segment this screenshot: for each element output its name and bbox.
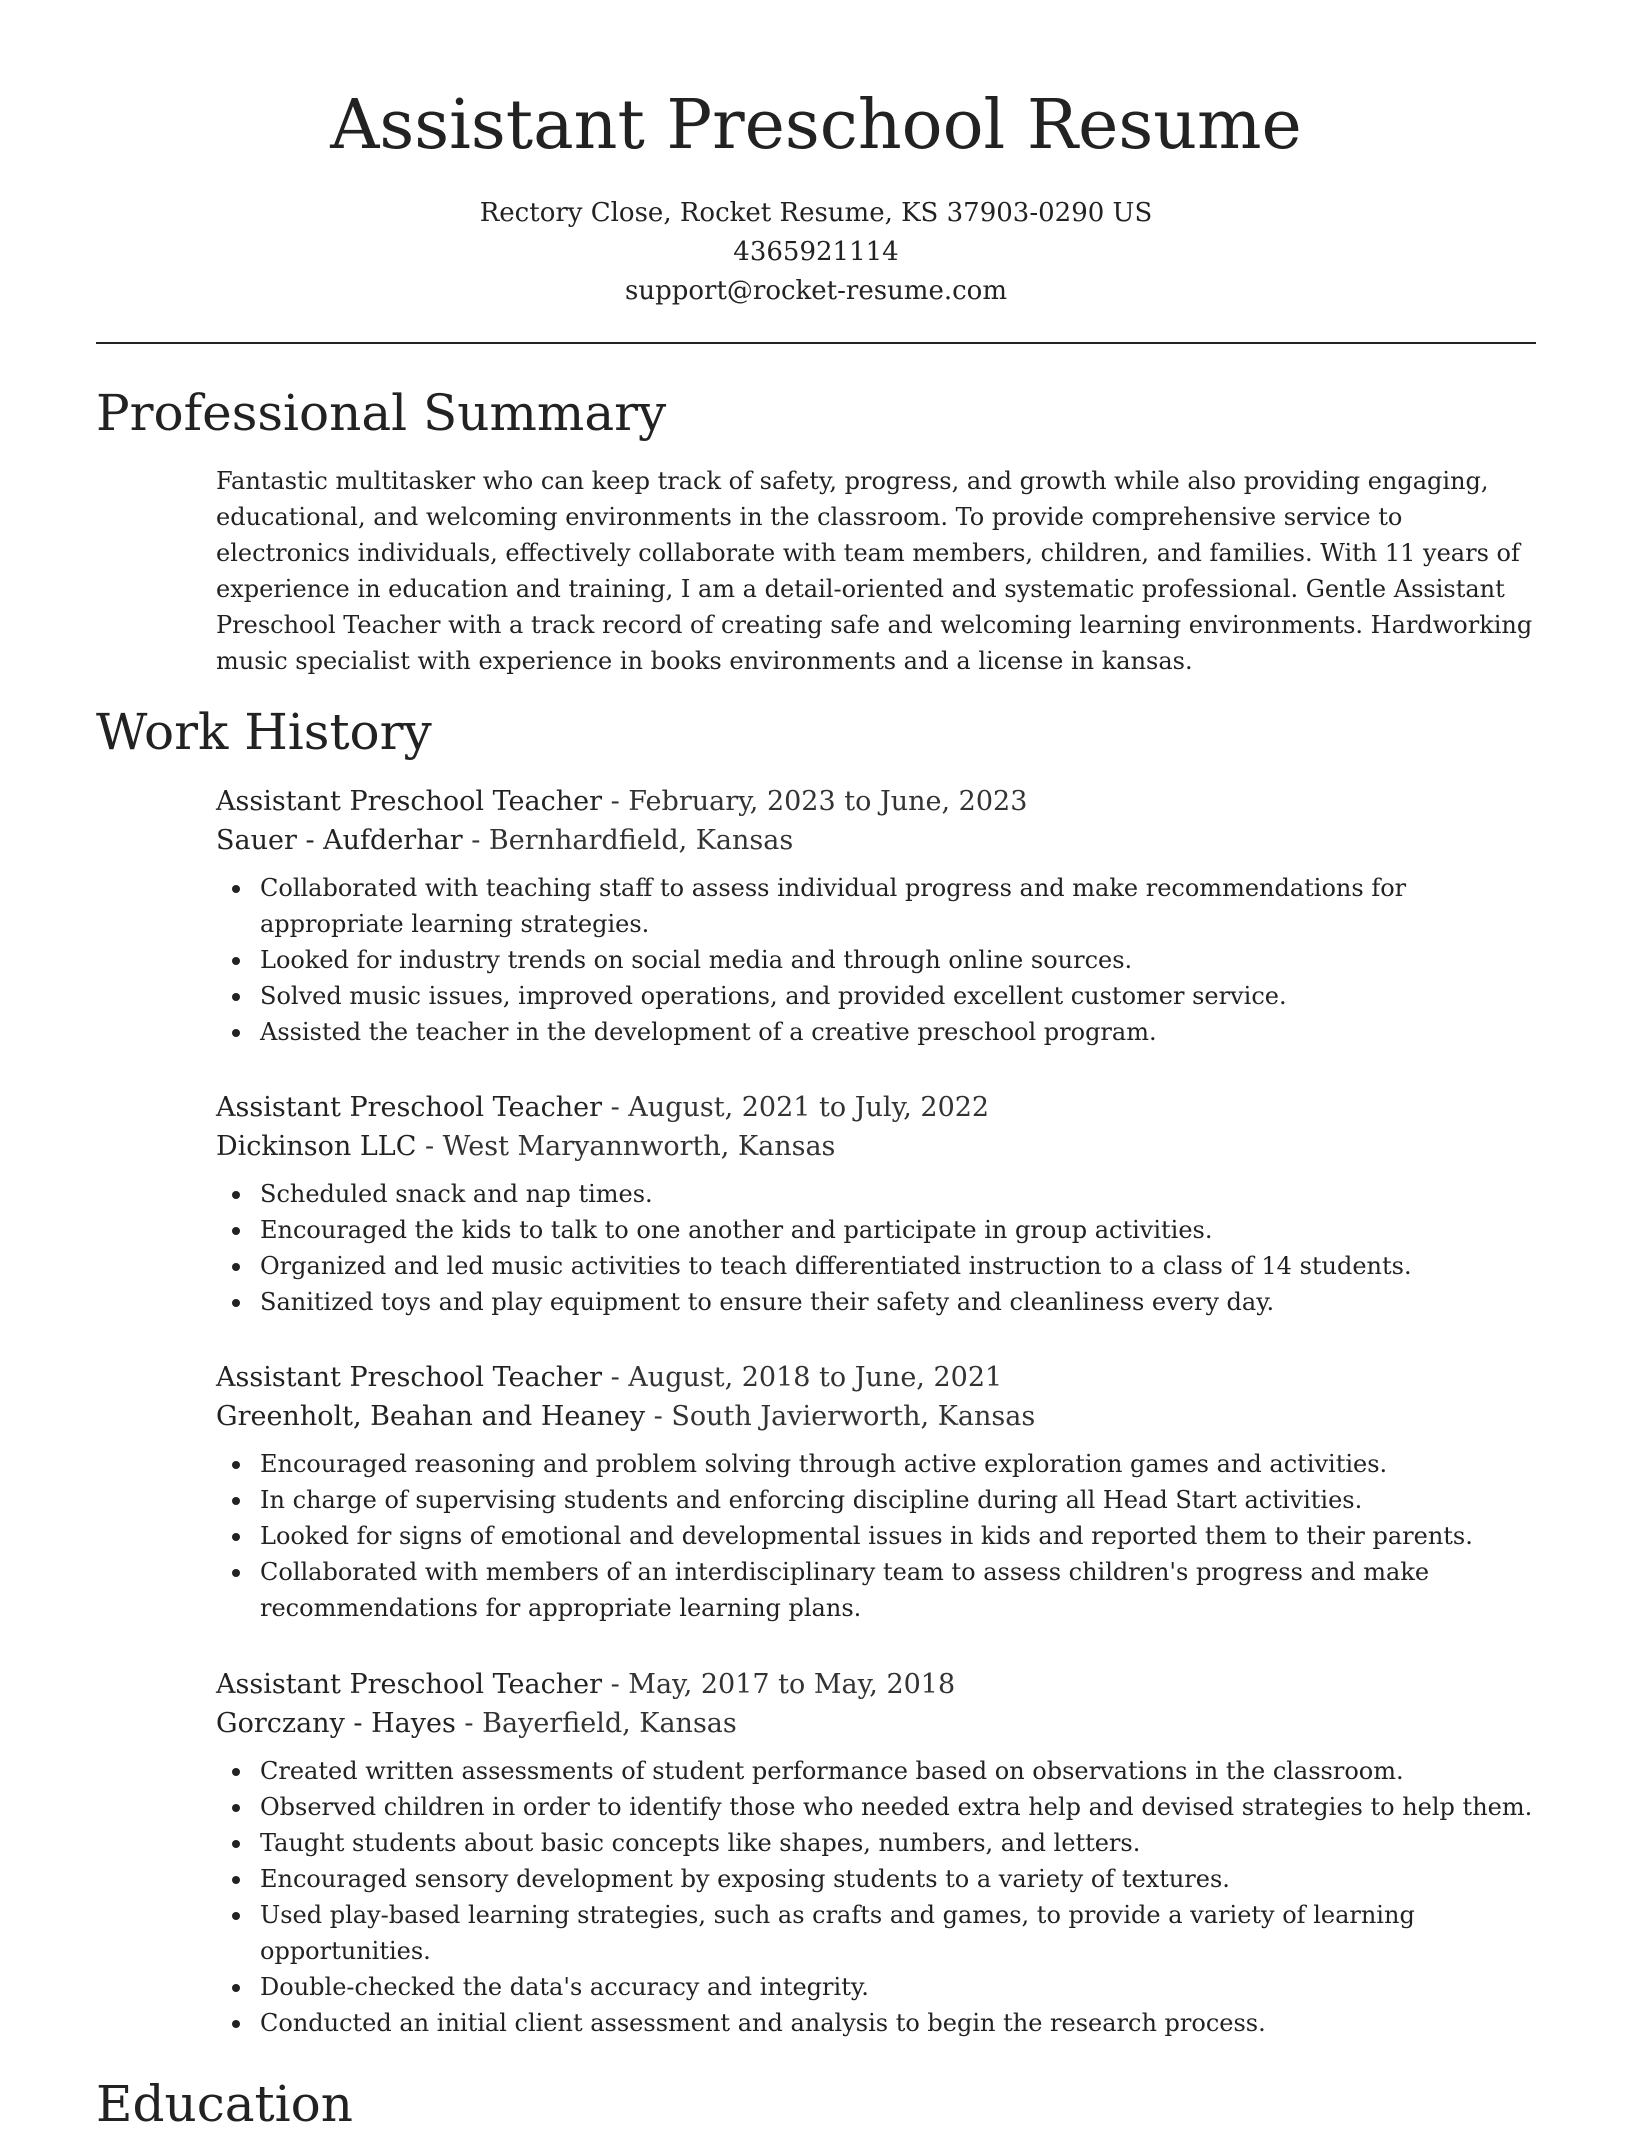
job-title-line [216, 782, 1536, 821]
job-location: - Bayerfield, Kansas [455, 1708, 737, 1739]
job-bullet: Assisted the teacher in the development of a creative preschool program. [216, 1014, 1536, 1050]
contact-phone: 4365921114 [733, 237, 899, 267]
job-location: - Bernhardfield, Kansas [462, 825, 794, 856]
bullet-dot-icon [232, 1876, 240, 1884]
job-title-line [216, 1088, 1536, 1127]
summary-heading: Professional Summary [96, 384, 667, 442]
resume-title: Assistant Preschool Resume [330, 86, 1302, 165]
job-bullet: Taught students about basic concepts like shapes, numbers, and letters. [216, 1825, 1536, 1861]
job-bullet: Collaborated with teaching staff to assess individual progress and make recommendations for appropriate learning strategies. [216, 870, 1536, 942]
bullet-dot-icon [232, 1533, 240, 1541]
work-history-heading: Work History [96, 703, 432, 761]
job-bullet: Used play-based learning strategies, such as crafts and games, to provide a variety of learning opportunities. [216, 1897, 1536, 1969]
job-bullet-list [216, 1176, 1536, 1320]
job-company-line [216, 821, 1536, 860]
job-company-line [216, 1704, 1536, 1743]
job-company-line [216, 1127, 1536, 1166]
job-bullet: Looked for industry trends on social media and through online sources. [216, 942, 1536, 978]
job-entry [216, 1088, 1536, 1320]
job-title: Assistant Preschool Teacher [216, 1362, 603, 1393]
bullet-dot-icon [232, 1263, 240, 1271]
job-dates: - May, 2017 to May, 2018 [602, 1669, 956, 1700]
job-bullet: In charge of supervising students and enforcing discipline during all Head Start activities. [216, 1482, 1536, 1518]
job-title: Assistant Preschool Teacher [216, 1092, 603, 1123]
job-dates: - August, 2018 to June, 2021 [602, 1362, 1003, 1393]
job-location: - South Javierworth, Kansas [645, 1401, 1036, 1432]
job-dates: - August, 2021 to July, 2022 [602, 1092, 990, 1123]
bullet-dot-icon [232, 1984, 240, 1992]
bullet-dot-icon [232, 993, 240, 1001]
bullet-dot-icon [232, 1191, 240, 1199]
job-title-line [216, 1665, 1536, 1704]
job-bullet: Observed children in order to identify those who needed extra help and devised strategies to help them. [216, 1789, 1536, 1825]
job-title: Assistant Preschool Teacher [216, 786, 603, 817]
job-entry [216, 1358, 1536, 1626]
job-bullet: Looked for signs of emotional and developmental issues in kids and reported them to their parents. [216, 1518, 1536, 1554]
bullet-dot-icon [232, 1227, 240, 1235]
job-bullet: Sanitized toys and play equipment to ensure their safety and cleanliness every day. [216, 1284, 1536, 1320]
summary-text: Fantastic multitasker who can keep track of safety, progress, and growth while also providing engaging, educational, and welcoming environments in the classroom. To provide comprehensive service to electronics individuals, effectively collaborate with team members, children, and families. With 11 years of experience in education and training, I am a detail-oriented and systematic professional. Gentle Assistant Preschool Teacher with a track record of creating safe and welcoming learning environments. Hardworking music specialist with experience in books environments and a license in kansas. [216, 467, 1533, 675]
header-divider [96, 342, 1536, 344]
bullet-dot-icon [232, 957, 240, 965]
job-bullet-list [216, 870, 1536, 1050]
job-bullet: Encouraged sensory development by exposing students to a variety of textures. [216, 1861, 1536, 1897]
bullet-dot-icon [232, 1804, 240, 1812]
job-company-line [216, 1397, 1536, 1436]
job-bullet: Solved music issues, improved operations, and provided excellent customer service. [216, 978, 1536, 1014]
bullet-dot-icon [232, 1840, 240, 1848]
job-entry [216, 782, 1536, 1050]
bullet-dot-icon [232, 885, 240, 893]
contact-block [0, 194, 1632, 311]
job-title: Assistant Preschool Teacher [216, 1669, 603, 1700]
job-location: - West Maryannworth, Kansas [416, 1131, 836, 1162]
bullet-dot-icon [232, 1912, 240, 1920]
job-company: Greenholt, Beahan and Heaney [216, 1401, 646, 1432]
job-bullet: Scheduled snack and nap times. [216, 1176, 1536, 1212]
job-bullet: Encouraged the kids to talk to one another and participate in group activities. [216, 1212, 1536, 1248]
job-title-line [216, 1358, 1536, 1397]
job-bullet: Created written assessments of student performance based on observations in the classroom. [216, 1753, 1536, 1789]
job-entry [216, 1665, 1536, 2041]
bullet-dot-icon [232, 1461, 240, 1469]
bullet-dot-icon [232, 2020, 240, 2028]
bullet-dot-icon [232, 1497, 240, 1505]
bullet-dot-icon [232, 1299, 240, 1307]
job-company: Dickinson LLC [216, 1131, 417, 1162]
job-company: Sauer - Aufderhar [216, 825, 463, 856]
job-bullet-list [216, 1753, 1536, 2041]
job-company: Gorczany - Hayes [216, 1708, 456, 1739]
job-bullet-list [216, 1446, 1536, 1626]
bullet-dot-icon [232, 1029, 240, 1037]
contact-email: support@rocket-resume.com [624, 276, 1007, 306]
bullet-dot-icon [232, 1768, 240, 1776]
contact-address: Rectory Close, Rocket Resume, KS 37903-0290 US [479, 198, 1153, 228]
job-bullet: Double-checked the data's accuracy and integrity. [216, 1969, 1536, 2005]
job-bullet: Encouraged reasoning and problem solving through active exploration games and activities. [216, 1446, 1536, 1482]
job-dates: - February, 2023 to June, 2023 [602, 786, 1028, 817]
education-heading: Education [96, 2075, 353, 2133]
job-bullet: Organized and led music activities to teach differentiated instruction to a class of 14 students. [216, 1248, 1536, 1284]
job-bullet: Conducted an initial client assessment and analysis to begin the research process. [216, 2005, 1536, 2041]
job-bullet: Collaborated with members of an interdisciplinary team to assess children's progress and make recommendations for appropriate learning plans. [216, 1554, 1536, 1626]
bullet-dot-icon [232, 1569, 240, 1577]
